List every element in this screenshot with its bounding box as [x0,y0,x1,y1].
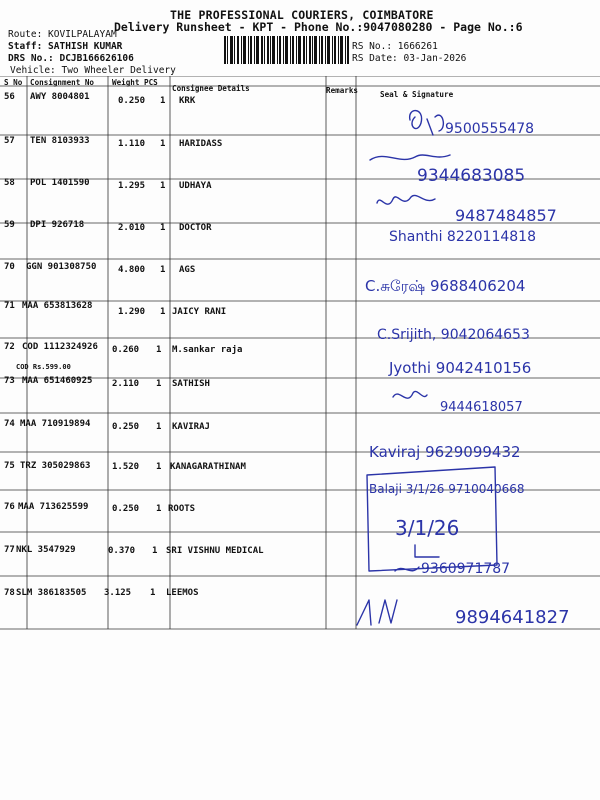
cod-amount: COD Rs.599.00 [16,363,71,371]
row-serial-number: 73 [4,376,15,386]
consignment-number: MAA 651460925 [22,376,93,386]
staff-label: Staff: SATHISH KUMAR [8,41,123,52]
consignee-name: M.sankar raja [172,345,243,355]
pieces-value: 1 [156,504,162,514]
column-header-consignee: Consignee Details [172,84,250,93]
vehicle-label: Vehicle: Two Wheeler Delivery [10,65,176,76]
consignment-number: DPI 926718 [30,220,85,230]
consignee-name: JAICY RANI [172,307,227,317]
pieces-value: 1 [156,379,162,389]
rs-date: RS Date: 03-Jan-2026 [352,53,467,64]
handwritten-signatures [355,95,600,640]
weight-value: 0.260 [112,345,140,355]
row-serial-number: 57 [4,136,15,146]
row-serial-number: 77 [4,545,15,555]
consignee-name: AGS [179,265,196,275]
pieces-value: 1 [160,307,166,317]
route-label: Route: KOVILPALAYAM [8,29,117,40]
signature-row-56: 9500555478 [445,121,535,137]
column-header-remarks: Remarks [326,86,359,95]
weight-value: 2.010 [118,223,146,233]
signature-row-77: 9360971787 [421,561,511,577]
barcode-image [224,36,349,64]
signature-row-75: Balaji 3/1/26 9710040668 [369,482,525,496]
runsheet-subtitle: Delivery Runsheet - KPT - Phone No.:9047080280 - Page No.:6 [114,20,523,34]
weight-value: 1.110 [118,139,146,149]
signature-row-57: 9344683085 [417,166,526,186]
row-serial-number: 76 [4,502,15,512]
row-serial-number: 56 [4,92,15,102]
signature-row-71: C.Srijith, 9042064653 [377,327,530,343]
weight-value: 3.125 [104,588,132,598]
row-serial-number: 74 [4,419,15,429]
company-title: THE PROFESSIONAL COURIERS, COIMBATORE [170,8,434,22]
consignee-name: KANAGARATHINAM [170,462,246,472]
consignee-name: HARIDASS [179,139,223,149]
consignment-number: GGN 901308750 [26,262,97,272]
consignment-number: NKL 3547929 [16,545,76,555]
pieces-value: 1 [150,588,156,598]
row-serial-number: 58 [4,178,15,188]
weight-value: 0.250 [112,504,140,514]
row-serial-number: 71 [4,301,15,311]
row-serial-number: 75 [4,461,15,471]
weight-value: 1.290 [118,307,146,317]
consignee-name: KRK [179,96,196,106]
signature-row-72: Jyothi 9042410156 [389,359,532,377]
column-header-weight-pcs: Weight PCS [112,78,158,87]
pieces-value: 1 [160,96,166,106]
consignee-name: ROOTS [168,504,196,514]
consignee-name: DOCTOR [179,223,212,233]
drs-label: DRS No.: DCJB166626106 [8,53,134,64]
consignment-number: TEN 8103933 [30,136,90,146]
weight-value: 4.800 [118,265,146,275]
row-serial-number: 70 [4,262,15,272]
signature-row-73: 9444618057 [440,400,523,415]
consignment-number: MAA 710919894 [20,419,91,429]
pieces-value: 1 [156,422,162,432]
column-header-signature: Seal & Signature [380,90,454,99]
signature-row-70: C.சுரேஷ் 9688406204 [365,277,526,295]
consignment-number: AWY 8004801 [30,92,90,102]
signature-row-59: Shanthi 8220114818 [389,229,536,245]
rs-number: RS No.: 1666261 [352,41,438,52]
consignment-number: TRZ 305029863 [20,461,91,471]
column-header-consignment: Consignment No [30,78,95,87]
pieces-value: 1 [156,462,162,472]
consignee-name: SATHISH [172,379,210,389]
pieces-value: 1 [156,345,162,355]
weight-value: 0.250 [118,96,146,106]
pieces-value: 1 [152,546,158,556]
weight-value: 2.110 [112,379,140,389]
row-serial-number: 78 [4,588,15,598]
pieces-value: 1 [160,265,166,275]
consignee-name: SRI VISHNU MEDICAL [166,546,264,556]
consignee-name: KAVIRAJ [172,422,210,432]
pieces-value: 1 [160,223,166,233]
weight-value: 0.250 [112,422,140,432]
signature-row-78: 9894641827 [455,607,570,628]
consignee-name: LEEMOS [166,588,199,598]
signature-row-74: Kaviraj 9629099432 [369,443,521,461]
consignment-number: COD 1112324926 [22,342,98,352]
consignment-number: SLM 386183505 [16,588,87,598]
weight-value: 1.295 [118,181,146,191]
consignment-number: POL 1401590 [30,178,90,188]
signature-row-58: 9487484857 [455,206,557,225]
weight-value: 1.520 [112,462,140,472]
row-serial-number: 59 [4,220,15,230]
consignment-number: MAA 653813628 [22,301,93,311]
consignee-name: UDHAYA [179,181,212,191]
pieces-value: 1 [160,139,166,149]
consignment-number: MAA 713625599 [18,502,89,512]
pieces-value: 1 [160,181,166,191]
signature-row-76: 3/1/26 [395,516,460,540]
row-serial-number: 72 [4,342,15,352]
weight-value: 0.370 [108,546,136,556]
column-header-sno: S No [4,78,23,87]
